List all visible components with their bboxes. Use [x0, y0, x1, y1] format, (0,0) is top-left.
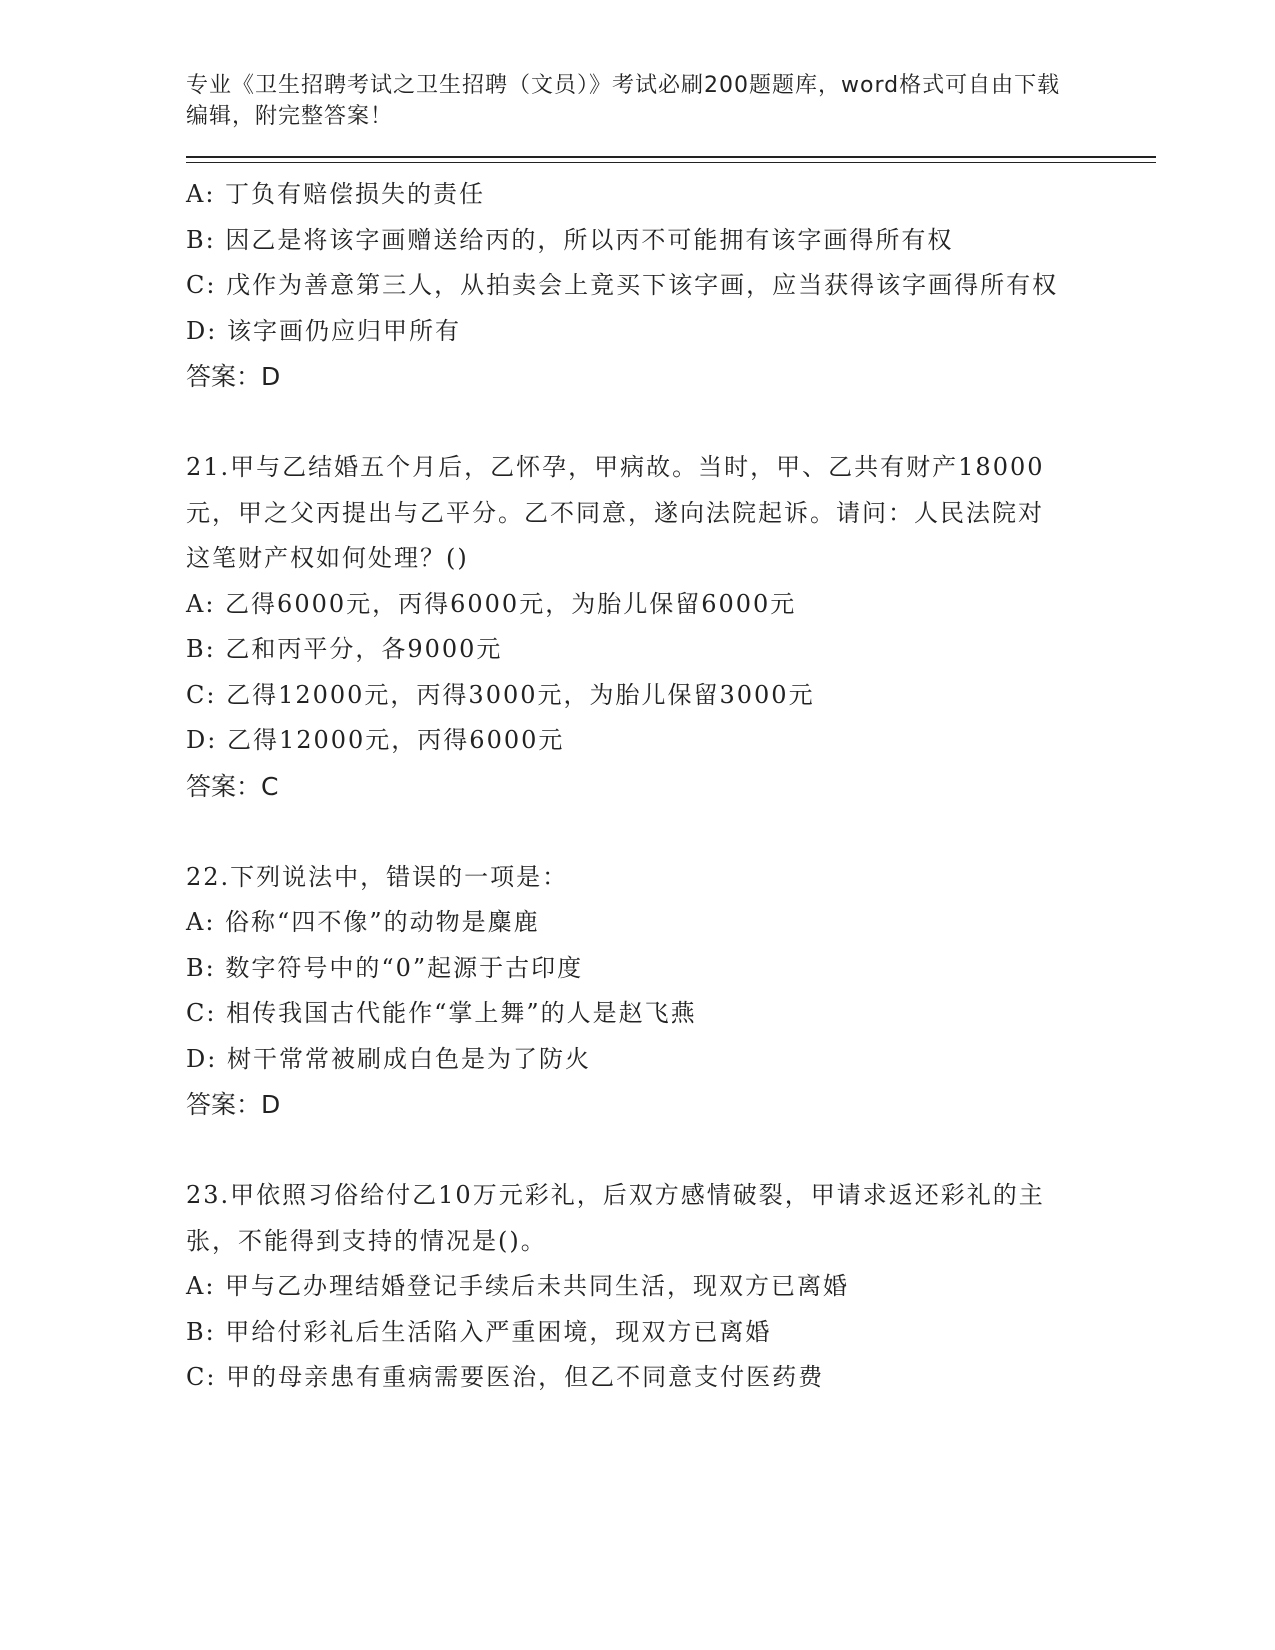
question-stem: 23.甲依照习俗给付乙10万元彩礼，后双方感情破裂，甲请求返还彩礼的主张，不能得到支持的情况是()。 — [186, 1181, 1045, 1255]
document-page — [186, 70, 1156, 1401]
option-a: A: 甲与乙办理结婚登记手续后未共同生活，现双方已离婚 — [186, 1272, 850, 1300]
option-d: D: 乙得12000元，丙得6000元 — [186, 726, 565, 754]
option-b: B: 甲给付彩礼后生活陷入严重困境，现双方已离婚 — [186, 1317, 772, 1346]
option-d: D: 该字画仍应归甲所有 — [186, 316, 461, 345]
question-21 — [186, 445, 1066, 809]
option-b: B: 数字符号中的“0”起源于古印度 — [186, 953, 584, 982]
spacer — [186, 809, 1066, 855]
answer-line: 答案：C — [186, 771, 279, 801]
document-header: 专业《卫生招聘考试之卫生招聘（文员）》考试必刷200题题库，word格式可自由下载编辑，附完整答案！ — [186, 73, 1061, 129]
option-d: D: 树干常常被刷成白色是为了防火 — [186, 1044, 591, 1073]
header-divider — [186, 156, 1156, 163]
answer-line: 答案：D — [186, 362, 281, 391]
option-a: A: 丁负有赔偿损失的责任 — [186, 180, 486, 208]
question-list — [186, 172, 1066, 1401]
option-c: C: 相传我国古代能作“掌上舞”的人是赵飞燕 — [186, 999, 697, 1027]
option-a: A: 乙得6000元，丙得6000元，为胎儿保留6000元 — [186, 589, 797, 618]
option-a: A: 俗称“四不像”的动物是麋鹿 — [186, 908, 540, 936]
question-stem: 22.下列说法中，错误的一项是： — [186, 862, 569, 891]
option-c: C: 甲的母亲患有重病需要医治，但乙不同意支付医药费 — [186, 1363, 825, 1391]
option-b: B: 乙和丙平分，各9000元 — [186, 635, 503, 663]
question-20-continuation — [186, 172, 1066, 400]
spacer — [186, 1128, 1066, 1174]
question-23 — [186, 1173, 1066, 1401]
question-stem: 21.甲与乙结婚五个月后，乙怀孕，甲病故。当时，甲、乙共有财产18000元，甲之父丙提出与乙平分。乙不同意，遂向法院起诉。请问：人民法院对这笔财产权如何处理？() — [186, 453, 1045, 572]
question-22 — [186, 855, 1066, 1128]
option-b: B: 因乙是将该字画赠送给丙的，所以丙不可能拥有该字画得所有权 — [186, 225, 954, 254]
spacer — [186, 400, 1066, 446]
option-c: C: 戊作为善意第三人，从拍卖会上竟买下该字画，应当获得该字画得所有权 — [186, 271, 1059, 299]
option-c: C: 乙得12000元，丙得3000元，为胎儿保留3000元 — [186, 680, 815, 709]
answer-line: 答案：D — [186, 1090, 281, 1119]
